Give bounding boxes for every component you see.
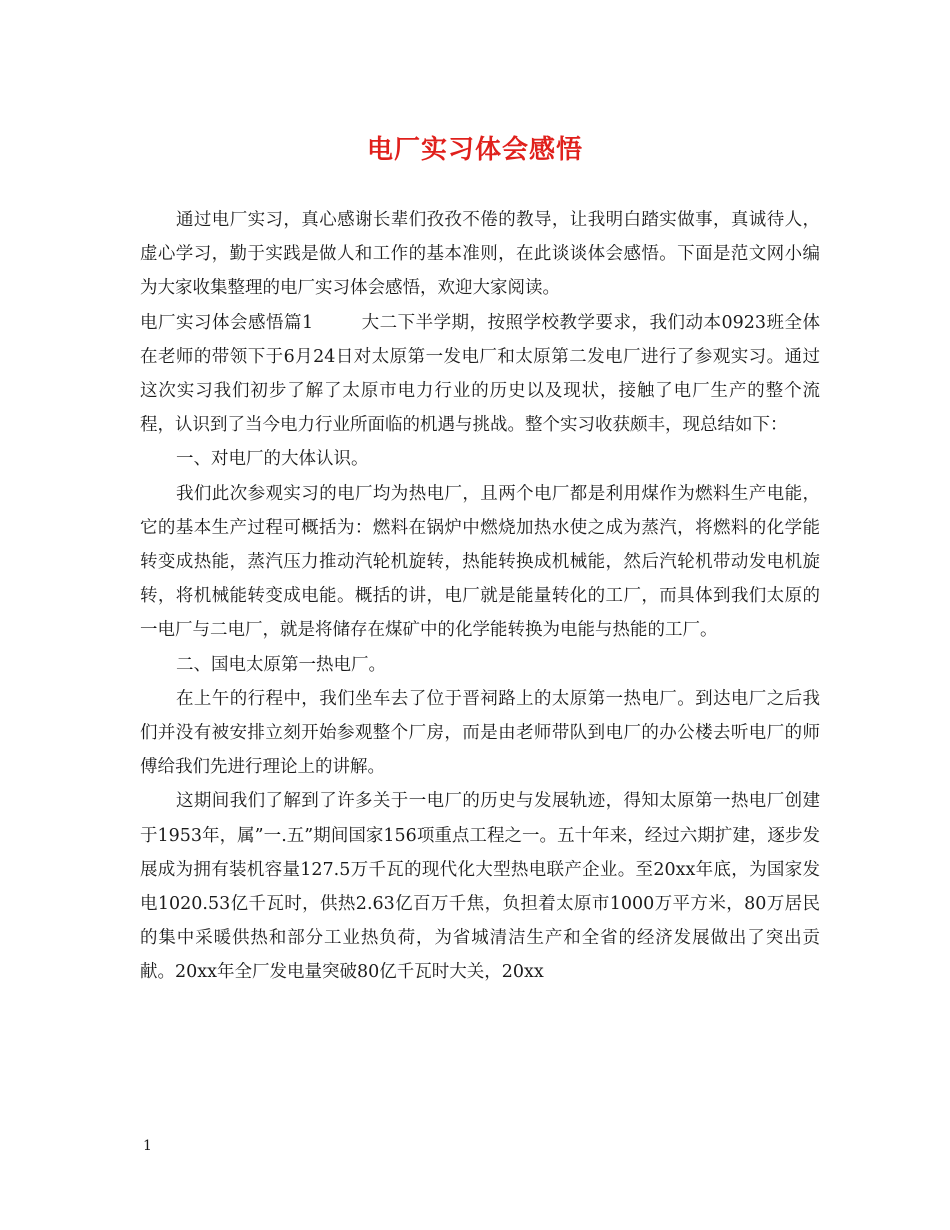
paragraph-two: 在上午的行程中，我们坐车去了位于晋祠路上的太原第一热电厂。到达电厂之后我们并没有被安排立刻开始参观整个厂房，而是由老师带队到电厂的办公楼去听电厂的师傅给我们先进行理论上的讲解。	[140, 688, 820, 778]
document-title: 电厂实习体会感悟	[366, 135, 583, 165]
paragraph-one: 我们此次参观实习的电厂均为热电厂，且两个电厂都是利用煤作为燃料生产电能，它的基本生产过程可概括为：燃料在锅炉中燃烧加热水使之成为蒸汽，将燃料的化学能转变成热能，蒸汽压力推动汽轮机旋转，热能转换成机械能，然后汽轮机带动发电机旋转，将机械能转变成电能。概括的讲，电厂就是能量转化的工厂，而具体到我们太原的一电厂与二电厂，就是将储存在煤矿中的化学能转换为电能与热能的工厂。	[140, 483, 820, 641]
heading-two: 二、国电太原第一热电厂。	[176, 654, 386, 675]
document-body	[140, 203, 820, 990]
section-label: 电厂实习体会感悟篇1	[140, 312, 314, 333]
paragraph-three: 这期间我们了解到了许多关于一电厂的历史与发展轨迹，得知太原第一热电厂创建于1953年，属”一.五”期间国家156项重点工程之一。五十年来，经过六期扩建，逐步发展成为拥有装机容量127.5万千瓦的现代化大型热电联产企业。至20xx年底，为国家发电1020.53亿千瓦时，供热2.63亿百万千焦，负担着太原市1000万平方米，80万居民的集中采暖供热和部分工业热负荷，为省城清洁生产和全省的经济发展做出了突出贡献。20xx年全厂发电量突破80亿千瓦时大关，20xx	[140, 791, 820, 983]
section-first-text: 大二下半学期，按照学校教学要求，我们动本0923班全体在老师的带领下于6月24日对太原第一发电厂和太原第二发电厂进行了参观实习。通过这次实习我们初步了解了太原市电力行业的历史以及现状，接触了电厂生产的整个流程，认识到了当今电力行业所面临的机遇与挑战。整个实习收获颇丰，现总结如下：	[140, 312, 820, 436]
intro-paragraph: 通过电厂实习，真心感谢长辈们孜孜不倦的教导，让我明白踏实做事，真诚待人，虚心学习，勤于实践是做人和工作的基本准则，在此谈谈体会感悟。下面是范文网小编为大家收集整理的电厂实习体会感悟，欢迎大家阅读。	[140, 210, 820, 299]
section-paragraph	[140, 306, 820, 443]
heading-one: 一、对电厂的大体认识。	[176, 449, 369, 470]
page-number: 1	[143, 1138, 152, 1154]
